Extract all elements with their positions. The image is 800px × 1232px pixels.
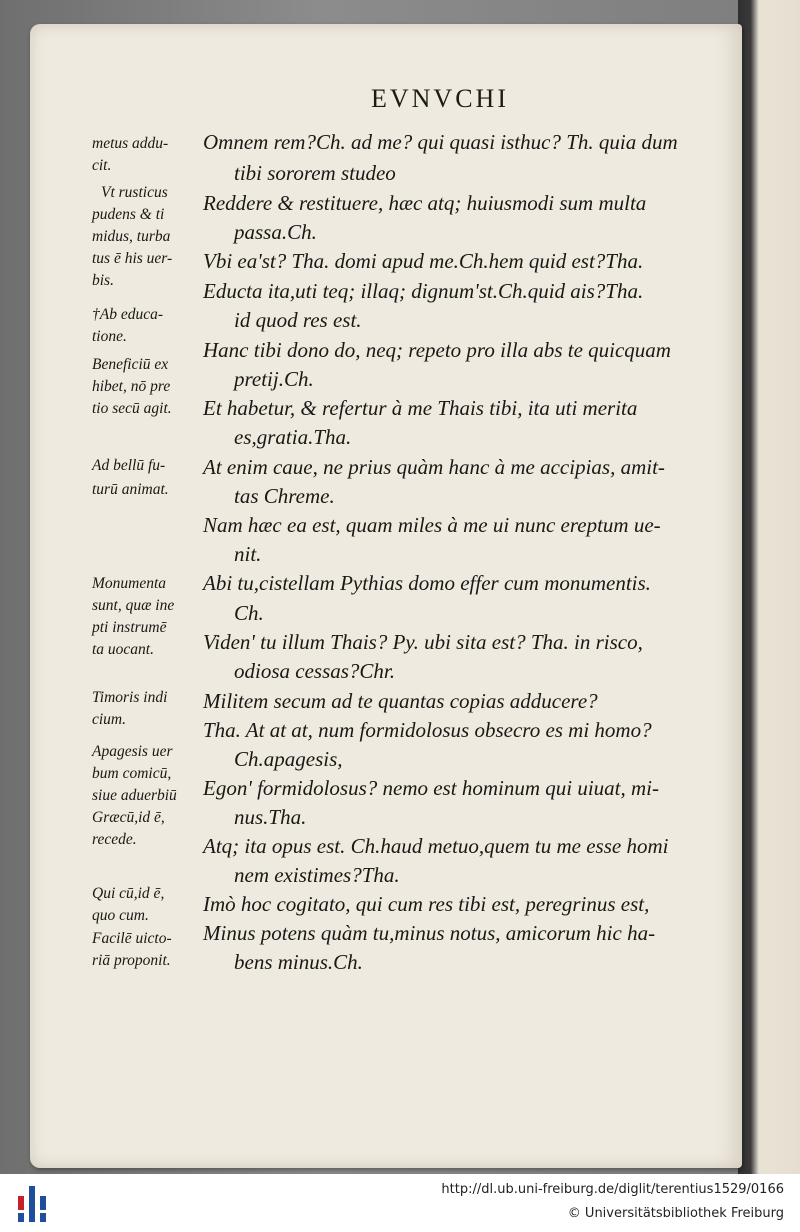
copyright-notice: © Universitätsbibliothek Freiburg: [567, 1206, 784, 1221]
margin-note: Facilē uicto-: [92, 930, 172, 947]
margin-note: quo cum.: [92, 907, 149, 924]
margin-note: Qui cū,id ē,: [92, 885, 165, 902]
margin-note: Timoris indi: [92, 689, 168, 706]
text-line: nem existimes?Tha.: [234, 863, 400, 887]
margin-note: cit.: [92, 157, 112, 174]
margin-note: cium.: [92, 711, 127, 728]
text-line: Ch.apagesis,: [234, 747, 343, 771]
margin-note: pti instrumē: [92, 619, 167, 636]
margin-note: riā proponit.: [92, 952, 171, 969]
text-line: nit.: [234, 542, 262, 566]
margin-note: tus ē his uer-: [92, 250, 173, 267]
text-line: Reddere & restituere, hæc atq; huiusmodi sum multa: [203, 191, 647, 215]
text-line: Educta ita,uti teq; illaq; dignum'st.Ch.quid ais?Tha.: [203, 279, 644, 303]
facing-page-edge: [738, 0, 800, 1174]
running-head: EVNVCHI: [371, 84, 509, 113]
margin-note: Ad bellū fu-: [92, 457, 166, 474]
text-line: nus.Tha.: [234, 805, 307, 829]
text-line: Nam hæc ea est, quam miles à me ui nunc ereptum ue-: [203, 513, 661, 537]
margin-note: hibet, nō pre: [92, 378, 171, 395]
text-line: Imò hoc cogitato, qui cum res tibi est, peregrinus est,: [203, 892, 650, 916]
margin-note: ta uocant.: [92, 641, 154, 658]
margin-note: siue aduerbiū: [92, 787, 177, 804]
margin-note: Vt rusticus: [101, 184, 168, 201]
margin-note: Apagesis uer: [92, 743, 173, 760]
text-line: Abi tu,cistellam Pythias domo effer cum monumentis.: [203, 571, 651, 595]
margin-note: pudens & ti: [92, 206, 165, 223]
margin-note: bum comicū,: [92, 765, 172, 782]
margin-note: Græcū,id ē,: [92, 809, 165, 826]
margin-note: metus addu-: [92, 135, 169, 152]
margin-note: tio secū agit.: [92, 400, 172, 417]
text-line: At enim caue, ne prius quàm hanc à me accipias, amit-: [203, 455, 665, 479]
margin-note: tione.: [92, 328, 127, 345]
text-line: pretij.Ch.: [234, 367, 314, 391]
text-line: Minus potens quàm tu,minus notus, amicorum hic ha-: [203, 921, 656, 945]
margin-note: †Ab educa-: [92, 306, 164, 323]
text-line: Militem secum ad te quantas copias adducere?: [203, 689, 598, 713]
text-line: tas Chreme.: [234, 484, 335, 508]
margin-note: turū animat.: [92, 481, 169, 498]
text-line: Atq; ita opus est. Ch.haud metuo,quem tu me esse homi: [203, 834, 669, 858]
text-line: Omnem rem?Ch. ad me? qui quasi isthuc? Th. quia dum: [203, 130, 678, 154]
text-line: odiosa cessas?Chr.: [234, 659, 396, 683]
text-line: es,gratia.Tha.: [234, 425, 352, 449]
text-line: passa.Ch.: [234, 220, 317, 244]
text-line: bens minus.Ch.: [234, 950, 363, 974]
library-logo-icon: [14, 1184, 50, 1224]
text-line: Hanc tibi dono do, neq; repeto pro illa abs te quicquam: [203, 338, 671, 362]
margin-note: Beneficiū ex: [92, 356, 169, 373]
text-line: Ch.: [234, 601, 264, 625]
margin-note: midus, turba: [92, 228, 171, 245]
text-line: Viden' tu illum Thais? Py. ubi sita est? Tha. in risco,: [203, 630, 643, 654]
text-line: Egon' formidolosus? nemo est hominum qui uiuat, mi-: [203, 776, 659, 800]
margin-note: recede.: [92, 831, 137, 848]
text-line: Tha. At at at, num formidolosus obsecro es mi homo?: [203, 718, 652, 742]
text-line: id quod res est.: [234, 308, 362, 332]
viewer-footer: [0, 1174, 800, 1232]
margin-note: sunt, quæ ine: [92, 597, 175, 614]
text-line: Et habetur, & refertur à me Thais tibi, ita uti merita: [203, 396, 638, 420]
text-line: tibi sororem studeo: [234, 161, 396, 185]
margin-note: bis.: [92, 272, 114, 289]
margin-note: Monumenta: [92, 575, 167, 592]
text-line: Vbi ea'st? Tha. domi apud me.Ch.hem quid est?Tha.: [203, 249, 644, 273]
permalink-url[interactable]: http://dl.ub.uni-freiburg.de/diglit/terentius1529/0166: [441, 1182, 784, 1197]
